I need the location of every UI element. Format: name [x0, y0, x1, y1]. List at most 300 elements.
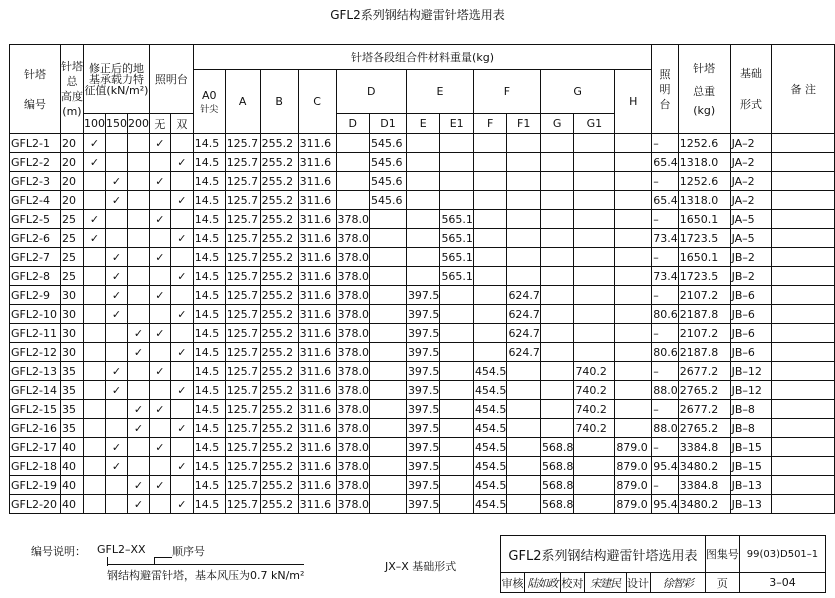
cell-g: 568.8: [540, 476, 574, 495]
cell-bearing-100: [83, 381, 105, 400]
cell-foundation: JB–2: [730, 267, 772, 286]
cell-f: [473, 324, 507, 343]
cell-a0: 14.5: [193, 457, 225, 476]
cell-bearing-200: [127, 229, 149, 248]
cell-f: 454.5: [473, 495, 507, 514]
cell-bearing-100: [83, 476, 105, 495]
table-row: [10, 248, 835, 267]
cell-lighting-double: ✓: [170, 495, 193, 514]
cell-a: 125.7: [225, 495, 260, 514]
cell-g: [540, 324, 574, 343]
header-bearing-200: 200: [127, 114, 149, 134]
cell-f1: [507, 267, 541, 286]
cell-foundation: JB–15: [730, 438, 772, 457]
header-foundation-l1: 基础: [740, 67, 762, 80]
header-height-l2: 总: [66, 75, 78, 88]
cell-b: 255.2: [260, 153, 298, 172]
header-sub-f1: F1: [507, 114, 541, 134]
cell-lighting-none: [149, 153, 170, 172]
cell-height: 20: [60, 153, 83, 172]
cell-a0: 14.5: [193, 362, 225, 381]
cell-remarks: [772, 343, 835, 362]
cell-d: 378.0: [336, 438, 370, 457]
cell-d1: [370, 305, 407, 324]
cell-a0: 14.5: [193, 438, 225, 457]
header-height-l4: (m): [62, 105, 82, 118]
cell-total: 1650.1: [678, 248, 730, 267]
cell-foundation: JA–2: [730, 134, 772, 153]
cell-e1: [440, 457, 474, 476]
cell-g1: 740.2: [574, 400, 615, 419]
cell-bearing-200: [127, 134, 149, 153]
cell-bearing-150: [105, 210, 127, 229]
header-a0-label: A0: [201, 88, 217, 102]
cell-g1: [574, 191, 615, 210]
cell-lighting-none: ✓: [149, 286, 170, 305]
cell-h: [615, 381, 652, 400]
cell-a: 125.7: [225, 457, 260, 476]
cell-foundation: JB–6: [730, 305, 772, 324]
cell-c: 311.6: [298, 495, 336, 514]
cell-platform: 65.4: [652, 153, 679, 172]
table-row: [10, 229, 835, 248]
cell-h: [615, 153, 652, 172]
titleblock-check-signature: 宋建民: [584, 573, 626, 593]
cell-bearing-200: [127, 381, 149, 400]
cell-lighting-none: [149, 419, 170, 438]
cell-f: [473, 134, 507, 153]
cell-platform: 95.4: [652, 495, 679, 514]
cell-d: 378.0: [336, 267, 370, 286]
cell-g: [540, 172, 574, 191]
cell-height: 40: [60, 495, 83, 514]
cell-d1: [370, 476, 407, 495]
cell-c: 311.6: [298, 153, 336, 172]
cell-bearing-100: ✓: [83, 210, 105, 229]
cell-a: 125.7: [225, 305, 260, 324]
cell-code: GFL2-15: [10, 400, 61, 419]
cell-bearing-150: ✓: [105, 172, 127, 191]
cell-b: 255.2: [260, 476, 298, 495]
cell-lighting-none: ✓: [149, 400, 170, 419]
cell-d: 378.0: [336, 343, 370, 362]
cell-d: 378.0: [336, 286, 370, 305]
cell-f1: [507, 381, 541, 400]
cell-bearing-100: [83, 495, 105, 514]
cell-bearing-100: [83, 362, 105, 381]
cell-e: [406, 172, 440, 191]
cell-total: 2187.8: [678, 343, 730, 362]
cell-g: [540, 400, 574, 419]
cell-lighting-none: ✓: [149, 362, 170, 381]
cell-f: 454.5: [473, 419, 507, 438]
cell-code: GFL2-4: [10, 191, 61, 210]
cell-b: 255.2: [260, 343, 298, 362]
cell-lighting-double: [170, 476, 193, 495]
header-platform-l2: 明: [659, 82, 671, 96]
header-g: G: [540, 70, 614, 114]
table-row: [10, 343, 835, 362]
cell-bearing-150: ✓: [105, 438, 127, 457]
cell-f: 454.5: [473, 400, 507, 419]
cell-g: [540, 210, 574, 229]
cell-b: 255.2: [260, 495, 298, 514]
cell-f1: [507, 248, 541, 267]
cell-f1: [507, 191, 541, 210]
cell-f1: [507, 438, 541, 457]
cell-e1: [440, 381, 474, 400]
cell-g: 568.8: [540, 457, 574, 476]
cell-h: [615, 267, 652, 286]
cell-remarks: [772, 248, 835, 267]
cell-d1: 545.6: [370, 153, 407, 172]
cell-d1: [370, 381, 407, 400]
cell-h: [615, 419, 652, 438]
cell-height: 35: [60, 362, 83, 381]
cell-height: 40: [60, 438, 83, 457]
cell-e1: [440, 419, 474, 438]
cell-code: GFL2-5: [10, 210, 61, 229]
cell-h: [615, 343, 652, 362]
cell-foundation: JA–2: [730, 172, 772, 191]
cell-f: [473, 248, 507, 267]
cell-lighting-none: [149, 343, 170, 362]
cell-d: 378.0: [336, 305, 370, 324]
legend-label: 编号说明：: [31, 545, 86, 558]
cell-h: 879.0: [615, 438, 652, 457]
cell-remarks: [772, 362, 835, 381]
titleblock-design-label: 设计: [626, 573, 650, 593]
cell-a: 125.7: [225, 324, 260, 343]
cell-code: GFL2-18: [10, 457, 61, 476]
cell-c: 311.6: [298, 229, 336, 248]
table-row: [10, 400, 835, 419]
cell-bearing-150: [105, 153, 127, 172]
cell-platform: –: [652, 286, 679, 305]
cell-d: [336, 153, 370, 172]
cell-lighting-none: ✓: [149, 324, 170, 343]
cell-height: 30: [60, 343, 83, 362]
cell-g1: [574, 172, 615, 191]
cell-total: 1252.6: [678, 134, 730, 153]
cell-height: 30: [60, 324, 83, 343]
cell-b: 255.2: [260, 191, 298, 210]
cell-remarks: [772, 134, 835, 153]
cell-platform: –: [652, 210, 679, 229]
cell-remarks: [772, 229, 835, 248]
header-sub-g1: G1: [574, 114, 615, 134]
table-row: [10, 134, 835, 153]
page-title: GFL2系列钢结构避雷针塔选用表: [330, 8, 505, 22]
header-e: E: [406, 70, 473, 114]
cell-e: 397.5: [406, 381, 440, 400]
cell-bearing-100: [83, 172, 105, 191]
cell-a: 125.7: [225, 172, 260, 191]
cell-a0: 14.5: [193, 248, 225, 267]
cell-platform: 65.4: [652, 191, 679, 210]
cell-c: 311.6: [298, 381, 336, 400]
cell-bearing-150: ✓: [105, 191, 127, 210]
cell-e1: [440, 400, 474, 419]
cell-g1: [574, 305, 615, 324]
cell-foundation: JA–2: [730, 191, 772, 210]
cell-foundation: JA–2: [730, 153, 772, 172]
cell-d: 378.0: [336, 495, 370, 514]
cell-f1: 624.7: [507, 305, 541, 324]
header-height-l1: 针塔: [60, 60, 83, 73]
cell-d: 378.0: [336, 381, 370, 400]
cell-d1: [370, 267, 407, 286]
header-code: [10, 45, 61, 134]
cell-e: 397.5: [406, 362, 440, 381]
cell-d: 378.0: [336, 210, 370, 229]
cell-a: 125.7: [225, 267, 260, 286]
cell-g: 568.8: [540, 438, 574, 457]
cell-bearing-200: [127, 172, 149, 191]
cell-bearing-100: [83, 286, 105, 305]
cell-bearing-200: [127, 248, 149, 267]
cell-remarks: [772, 210, 835, 229]
cell-e1: [440, 495, 474, 514]
table-row: [10, 267, 835, 286]
cell-code: GFL2-2: [10, 153, 61, 172]
cell-a: 125.7: [225, 153, 260, 172]
cell-g1: [574, 134, 615, 153]
cell-d1: [370, 210, 407, 229]
table-row: [10, 172, 835, 191]
cell-g: 568.8: [540, 495, 574, 514]
table-row: [10, 153, 835, 172]
cell-d: 378.0: [336, 248, 370, 267]
cell-g1: [574, 495, 615, 514]
cell-bearing-150: [105, 324, 127, 343]
cell-bearing-100: [83, 191, 105, 210]
cell-f1: [507, 419, 541, 438]
header-h: H: [615, 70, 652, 134]
cell-code: GFL2-14: [10, 381, 61, 400]
table-row: [10, 324, 835, 343]
cell-remarks: [772, 324, 835, 343]
cell-lighting-double: [170, 134, 193, 153]
cell-d: 378.0: [336, 419, 370, 438]
cell-e1: [440, 476, 474, 495]
cell-e: 397.5: [406, 419, 440, 438]
cell-bearing-100: [83, 457, 105, 476]
cell-c: 311.6: [298, 343, 336, 362]
cell-a0: 14.5: [193, 400, 225, 419]
table-row: [10, 457, 835, 476]
header-sub-d: D: [336, 114, 370, 134]
cell-lighting-double: [170, 438, 193, 457]
titleblock-page-no: 3–04: [739, 573, 825, 593]
cell-c: 311.6: [298, 438, 336, 457]
cell-code: GFL2-1: [10, 134, 61, 153]
cell-total: 2765.2: [678, 381, 730, 400]
cell-code: GFL2-20: [10, 495, 61, 514]
cell-code: GFL2-7: [10, 248, 61, 267]
cell-c: 311.6: [298, 324, 336, 343]
cell-bearing-150: ✓: [105, 248, 127, 267]
cell-platform: –: [652, 172, 679, 191]
cell-e: [406, 229, 440, 248]
header-a0-sub: 针尖: [200, 104, 219, 115]
cell-lighting-none: ✓: [149, 210, 170, 229]
cell-h: [615, 229, 652, 248]
cell-c: 311.6: [298, 267, 336, 286]
header-sub-e1: E1: [440, 114, 474, 134]
cell-lighting-none: ✓: [149, 172, 170, 191]
cell-code: GFL2-3: [10, 172, 61, 191]
cell-lighting-none: [149, 267, 170, 286]
cell-e: [406, 134, 440, 153]
cell-foundation: JB–8: [730, 400, 772, 419]
cell-a0: 14.5: [193, 476, 225, 495]
cell-remarks: [772, 153, 835, 172]
header-total-l1: 针塔: [693, 61, 716, 75]
cell-d1: [370, 400, 407, 419]
cell-platform: –: [652, 438, 679, 457]
cell-h: [615, 324, 652, 343]
cell-a0: 14.5: [193, 419, 225, 438]
cell-c: 311.6: [298, 172, 336, 191]
cell-platform: 73.4: [652, 267, 679, 286]
footer: [9, 535, 826, 593]
cell-d1: [370, 324, 407, 343]
cell-foundation: JB–2: [730, 248, 772, 267]
titleblock-atlas-label: 图集号: [705, 536, 739, 573]
cell-d1: [370, 457, 407, 476]
cell-e: [406, 210, 440, 229]
cell-d1: [370, 438, 407, 457]
cell-bearing-200: [127, 267, 149, 286]
cell-g: [540, 134, 574, 153]
cell-d1: [370, 343, 407, 362]
cell-c: 311.6: [298, 305, 336, 324]
cell-g: [540, 248, 574, 267]
cell-g: [540, 286, 574, 305]
cell-bearing-200: [127, 153, 149, 172]
cell-d: 378.0: [336, 324, 370, 343]
cell-total: 2765.2: [678, 419, 730, 438]
cell-d1: 545.6: [370, 191, 407, 210]
cell-bearing-100: [83, 267, 105, 286]
cell-d1: [370, 362, 407, 381]
cell-total: 2677.2: [678, 362, 730, 381]
cell-e1: [440, 343, 474, 362]
cell-e1: 565.1: [440, 248, 474, 267]
cell-lighting-double: [170, 210, 193, 229]
cell-a0: 14.5: [193, 229, 225, 248]
cell-lighting-none: ✓: [149, 476, 170, 495]
cell-remarks: [772, 438, 835, 457]
header-foundation-l2: 形式: [740, 98, 762, 111]
cell-foundation: JB–13: [730, 495, 772, 514]
cell-e: 397.5: [406, 305, 440, 324]
header-sub-g: G: [540, 114, 574, 134]
cell-height: 40: [60, 476, 83, 495]
cell-e: [406, 267, 440, 286]
cell-a0: 14.5: [193, 267, 225, 286]
cell-f1: [507, 134, 541, 153]
cell-f: [473, 210, 507, 229]
cell-lighting-none: ✓: [149, 134, 170, 153]
legend-code: GFL2–XX: [97, 543, 146, 556]
cell-bearing-150: ✓: [105, 457, 127, 476]
cell-foundation: JB–12: [730, 362, 772, 381]
cell-c: 311.6: [298, 362, 336, 381]
cell-c: 311.6: [298, 134, 336, 153]
cell-f1: [507, 229, 541, 248]
cell-foundation: JA–5: [730, 229, 772, 248]
cell-lighting-none: [149, 229, 170, 248]
table-row: [10, 495, 835, 514]
title-block: [500, 535, 826, 593]
header-code-top: 针塔: [23, 68, 46, 81]
header-total: [678, 45, 730, 134]
cell-bearing-200: [127, 191, 149, 210]
table-row: [10, 305, 835, 324]
cell-bearing-100: [83, 324, 105, 343]
cell-height: 35: [60, 381, 83, 400]
cell-bearing-150: ✓: [105, 362, 127, 381]
cell-e: 397.5: [406, 343, 440, 362]
cell-e: [406, 153, 440, 172]
cell-height: 35: [60, 419, 83, 438]
cell-bearing-200: [127, 210, 149, 229]
cell-total: 3480.2: [678, 495, 730, 514]
cell-e1: 565.1: [440, 267, 474, 286]
cell-e1: [440, 153, 474, 172]
cell-c: 311.6: [298, 419, 336, 438]
cell-d: 378.0: [336, 476, 370, 495]
cell-code: GFL2-11: [10, 324, 61, 343]
cell-code: GFL2-16: [10, 419, 61, 438]
cell-bearing-200: [127, 286, 149, 305]
cell-e: 397.5: [406, 400, 440, 419]
cell-platform: 88.0: [652, 381, 679, 400]
cell-bearing-200: ✓: [127, 343, 149, 362]
cell-e: 397.5: [406, 495, 440, 514]
cell-bearing-100: [83, 305, 105, 324]
cell-a0: 14.5: [193, 134, 225, 153]
header-height: [60, 45, 83, 134]
cell-code: GFL2-10: [10, 305, 61, 324]
cell-h: [615, 191, 652, 210]
cell-f: 454.5: [473, 457, 507, 476]
cell-f1: [507, 153, 541, 172]
cell-h: [615, 400, 652, 419]
header-bearing-100: 100: [83, 114, 105, 134]
cell-bearing-150: [105, 343, 127, 362]
cell-total: 2107.2: [678, 324, 730, 343]
cell-f: 454.5: [473, 381, 507, 400]
header-sub-d1: D1: [370, 114, 407, 134]
cell-bearing-150: ✓: [105, 267, 127, 286]
cell-total: 1318.0: [678, 191, 730, 210]
cell-g1: [574, 438, 615, 457]
cell-total: 1252.6: [678, 172, 730, 191]
header-total-l2: 总重: [693, 84, 716, 98]
cell-foundation: JB–8: [730, 419, 772, 438]
cell-g: [540, 153, 574, 172]
cell-g1: 740.2: [574, 419, 615, 438]
cell-g: [540, 419, 574, 438]
cell-f: [473, 343, 507, 362]
cell-remarks: [772, 305, 835, 324]
header-bearing-150: 150: [105, 114, 127, 134]
header-height-l3: 高度: [60, 90, 83, 103]
cell-bearing-200: ✓: [127, 400, 149, 419]
